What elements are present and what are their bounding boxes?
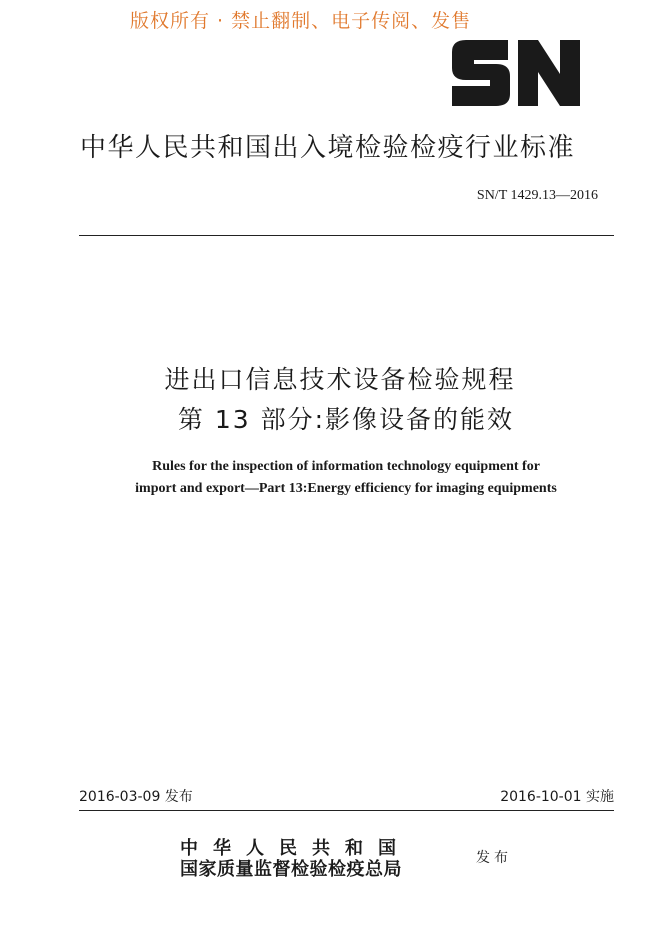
sn-logo [452,40,580,106]
standard-number: SN/T 1429.13—2016 [476,188,598,203]
issuer-line1: 中华人民共和国 [180,838,411,858]
top-divider [79,235,614,236]
logo-letter-s [452,40,510,106]
bottom-divider [79,810,614,811]
issue-label: 发布 [476,850,512,866]
implementation-date: 2016-10-01 实施 [500,789,614,805]
title-en-line1: Rules for the inspection of information technology equipment for [152,459,540,474]
logo-letter-n [518,40,580,106]
issuer-line2: 国家质量监督检验检疫总局 [180,859,402,879]
copyright-text: 版权所有 · 禁止翻制、电子传阅、发售 [130,10,472,32]
industry-standard-title: 中华人民共和国出入境检验检疫行业标准 [80,133,576,163]
title-en-line2: import and export—Part 13:Energy efficiency for imaging equipments [135,481,557,496]
title-cn-line1: 进出口信息技术设备检验规程 [164,365,516,394]
issue-date: 2016-03-09 发布 [79,789,193,805]
title-cn-line2: 第 13 部分:影像设备的能效 [177,405,515,434]
